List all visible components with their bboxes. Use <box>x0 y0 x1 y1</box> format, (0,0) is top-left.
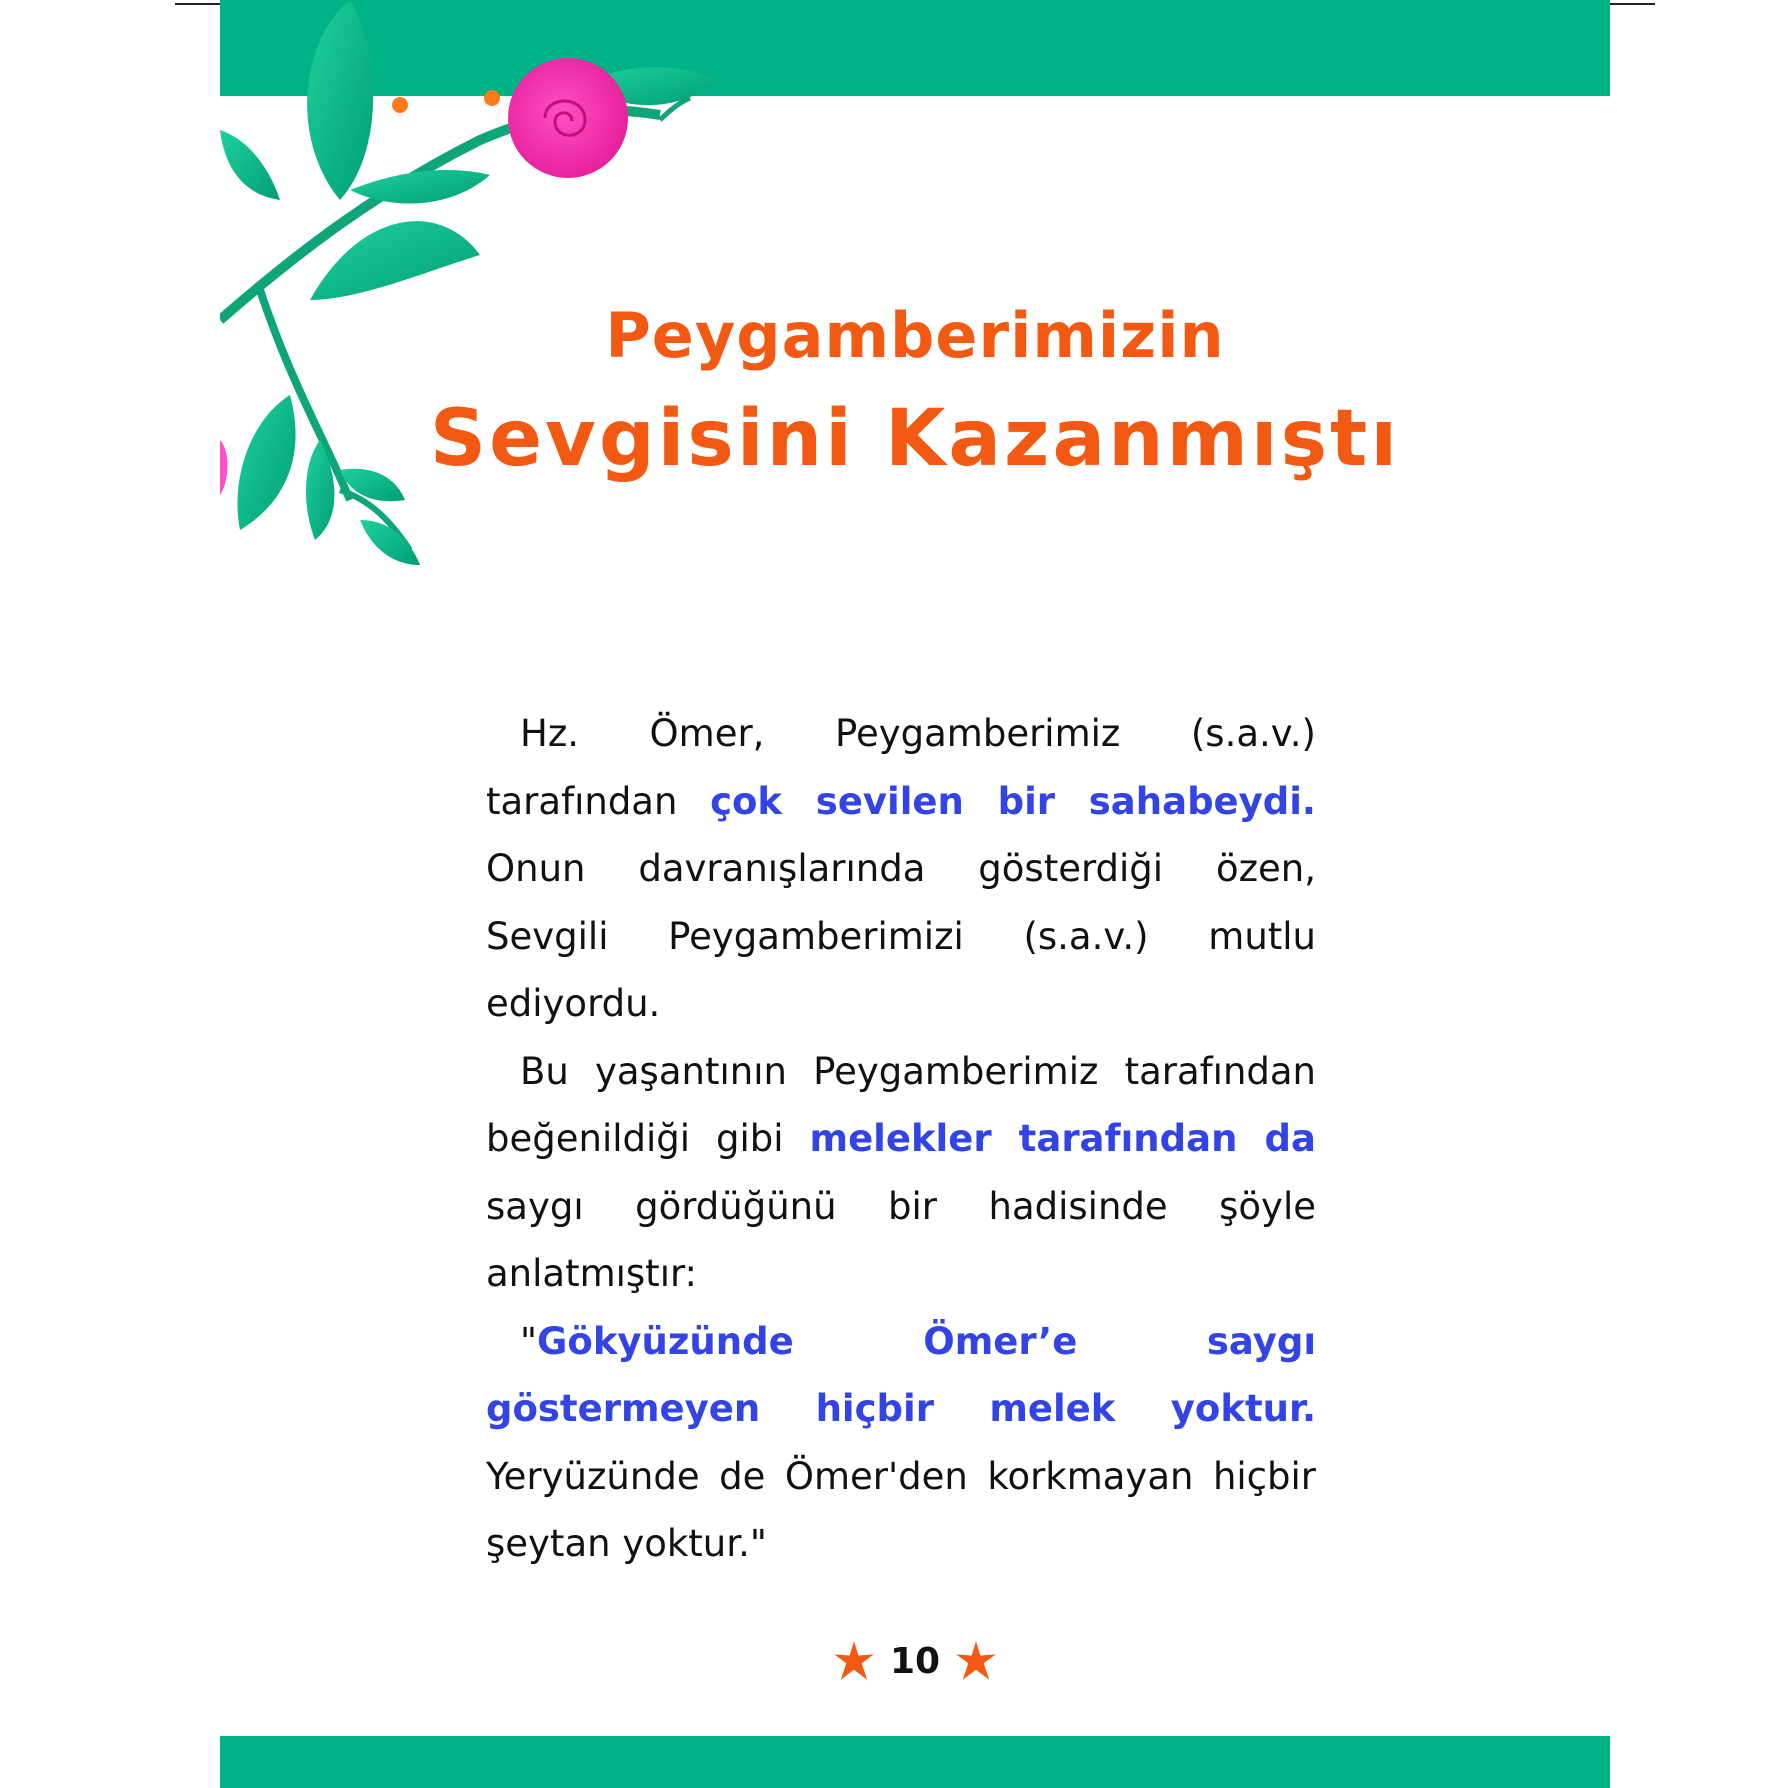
highlighted-text: melekler tarafından da <box>809 1117 1316 1160</box>
bud <box>484 90 500 106</box>
crop-mark-left <box>175 3 220 5</box>
highlighted-text: çok sevilen bir sahabeydi. <box>710 779 1316 823</box>
text-segment: " <box>520 1319 538 1363</box>
text-segment: Hz. Ömer, Peygamberimiz (s.a.v.) tarafından <box>486 712 1316 823</box>
text-segment: Yeryüzünde de Ömer'den korkmayan hiçbir şeytan yoktur." <box>486 1454 1316 1565</box>
page-footer <box>220 1633 1610 1689</box>
star-icon <box>954 1639 998 1683</box>
highlighted-text: Gökyüzünde Ömer’e saygı göstermeyen hiçbir melek yoktur. <box>486 1319 1316 1430</box>
text-segment: Onun davranışlarında gösterdiği özen, Sevgili Peygamberimizi (s.a.v.) mutlu ediyordu. <box>486 847 1316 1025</box>
text-segment: Bu yaşantının Peygamberimiz tarafından beğenildiği gibi <box>486 1049 1316 1160</box>
pink-flower <box>508 58 628 178</box>
story-text <box>486 700 1316 1578</box>
title-line-1: Peygamberimizin <box>605 299 1225 372</box>
text-segment: saygı gördüğünü bir hadisinde şöyle anlatmıştır: <box>486 1184 1316 1295</box>
title-line-2: Sevgisini Kazanmıştı <box>429 394 1401 484</box>
leaf <box>220 130 280 200</box>
bottom-green-band <box>220 1736 1610 1788</box>
crop-mark-right <box>1608 3 1655 5</box>
page-number: 10 <box>889 1640 941 1682</box>
book-page <box>220 0 1610 1788</box>
paragraph-1 <box>486 700 1316 1038</box>
bud <box>392 97 408 113</box>
star-icon <box>832 1639 876 1683</box>
paragraph-2 <box>486 1038 1316 1308</box>
flower-foliage-illustration <box>220 0 780 580</box>
leaf <box>307 0 373 200</box>
paragraph-3-hadith <box>486 1308 1316 1578</box>
